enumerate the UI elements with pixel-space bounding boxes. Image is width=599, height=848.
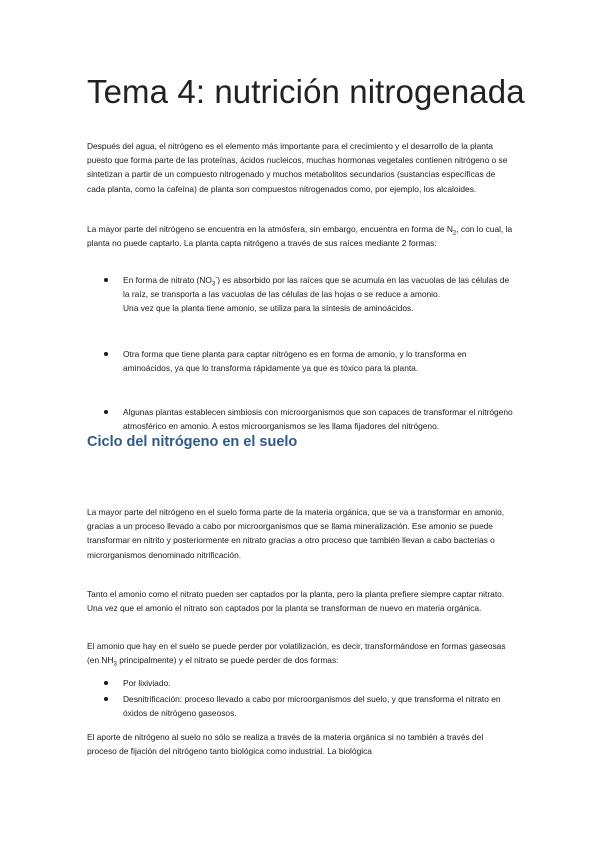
list-item-leaching xyxy=(87,676,517,690)
bullet-marker xyxy=(104,410,108,414)
bullet-marker xyxy=(104,681,108,685)
symbiosis-list xyxy=(87,405,517,433)
losses-text-a: El amonio que hay en el suelo se puede perder por volatilización, es decir, transformándose en formas gaseosas (en NH xyxy=(87,641,506,666)
atmosphere-paragraph xyxy=(87,222,515,250)
nitrate-text-c: Una vez que la planta tiene amonio, se utiliza para la síntesis de aminoácidos. xyxy=(123,303,414,314)
list-item-symbiosis xyxy=(87,405,517,433)
no3-subscript: 3 xyxy=(211,281,216,288)
list-item-denitrification xyxy=(87,692,517,720)
nh3-subscript: 3 xyxy=(113,661,117,668)
ammonium-text: Otra forma que tiene planta para captar nitrógeno es en forma de amonio, y lo transforma en aminoácidos, ya que lo transforma rápidamente ya que es tóxico para la planta. xyxy=(123,349,467,374)
page-title: Tema 4: nutrición nitrogenada xyxy=(87,73,525,110)
no3-superscript: - xyxy=(215,275,218,282)
soil-paragraph: La mayor parte del nitrógeno en el suelo forma parte de la materia orgánica, que se va a transformar en amonio, gracias a un proceso llevado a cabo por microorganismos que se llama mineralización. Ese amonio se puede transformar en nitrito y posteriormente en nitrato gracias a otro proceso que también llevan a cabo bacterias o microrganismos denominado nitrificación. xyxy=(87,507,505,560)
symbiosis-text: Algunas plantas establecen simbiosis con microorganismos que son capaces de transformar el nitrógeno atmosférico en amonio. A estos microorganismos se les llama fijadores del nitrógeno. xyxy=(123,407,513,432)
bullet-marker xyxy=(104,278,108,282)
bullet-marker xyxy=(104,697,108,701)
nitrate-text-b: ) es absorbido por las raíces que se acumula en las vacuolas de las células de la raíz, se transporta a las vacuolas de las células de las hojas o se reduce a amonio. xyxy=(123,275,510,300)
uptake-paragraph: Tanto el amonio como el nitrato pueden ser captados por la planta, pero la planta prefiere siempre captar nitrato. Una vez que el amonio el nitrato son captados por la planta se transforman de nuevo en materia orgánica. xyxy=(87,589,505,614)
list-item-nitrate xyxy=(87,273,517,316)
bullet-marker xyxy=(104,352,108,356)
section-heading: Ciclo del nitrógeno en el suelo xyxy=(87,434,298,450)
atmosphere-text-b: , con lo cual, la planta no puede captarlo. La planta capta nitrógeno a través de sus raíces mediante 2 formas: xyxy=(87,224,513,249)
nitrate-text-a: En forma de nitrato (NO xyxy=(123,275,212,285)
fixation-paragraph: El aporte de nitrógeno al suelo no sólo se realiza a través de la materia orgánica si no también a través del proceso de fijación del nitrógeno tanto biológica como industrial. La biológica xyxy=(87,732,484,757)
denitrification-text: Desnitrificación: proceso llevado a cabo por microorganismos del suelo, y que transforma el nitrato en óxidos de nitrógeno gaseosos. xyxy=(123,694,501,719)
losses-text-b: principalmente) y el nitrato se puede perder de dos formas: xyxy=(116,655,339,666)
loss-forms-list xyxy=(87,676,517,721)
uptake-forms-list xyxy=(87,273,517,316)
intro-paragraph: Después del agua, el nitrógeno es el elemento más importante para el crecimiento y el desarrollo de la planta puesto que forma parte de las proteínas, ácidos nucleicos, muchas hormonas vegetales contienen nitrógeno o se sintetizan a partir de un compuesto nitrogenado y muchos metabolitos secundarios (sustancias específicas de cada planta, como la cafeína) de planta son compuestos nitrogenados como, por ejemplo, los alcaloides. xyxy=(87,141,508,194)
list-item-ammonium xyxy=(87,347,517,375)
n2-subscript: 2 xyxy=(452,230,457,237)
losses-paragraph xyxy=(87,639,515,667)
atmosphere-text-a: La mayor parte del nitrógeno se encuentra en la atmósfera, sin embargo, encuentra en forma de N xyxy=(87,224,453,234)
ammonium-list xyxy=(87,347,517,375)
leaching-text: Por lixiviado. xyxy=(123,678,171,688)
